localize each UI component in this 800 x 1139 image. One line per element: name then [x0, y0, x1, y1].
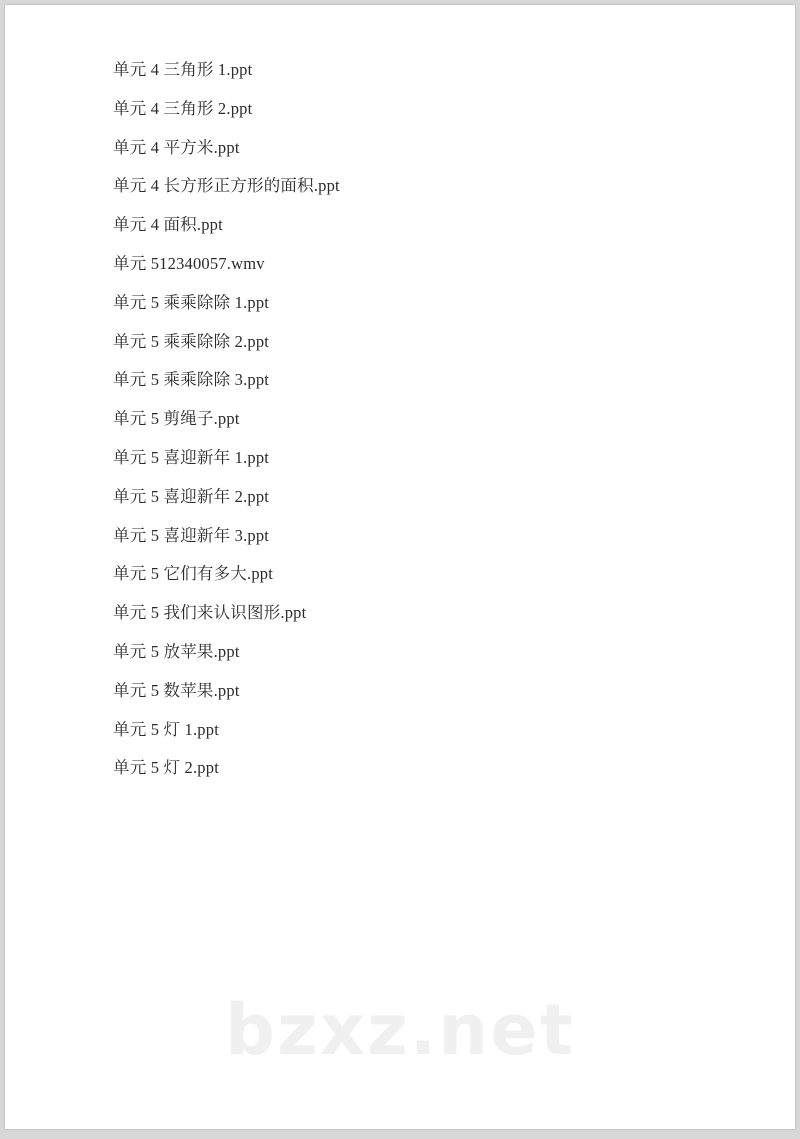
- list-item: 单元 4 三角形 2.ppt: [113, 98, 253, 118]
- list-item: 单元 5 喜迎新年 2.ppt: [113, 486, 270, 506]
- document-page: [5, 5, 795, 1129]
- list-item: 单元 5 数苹果.ppt: [113, 680, 240, 700]
- list-item: 单元 5 乘乘除除 1.ppt: [113, 292, 270, 312]
- list-item: 单元 5 我们来认识图形.ppt: [113, 603, 307, 623]
- list-item: 单元 5 剪绳子.ppt: [113, 409, 240, 429]
- list-item: 单元 5 灯 2.ppt: [113, 758, 219, 778]
- list-item: 单元 5 灯 1.ppt: [113, 719, 219, 739]
- list-item: 单元 5 乘乘除除 2.ppt: [113, 331, 270, 351]
- list-item: 单元 4 三角形 1.ppt: [113, 60, 253, 79]
- list-item: 单元 5 乘乘除除 3.ppt: [113, 370, 270, 390]
- list-item: 单元 4 平方米.ppt: [113, 137, 240, 157]
- list-item: 单元 5 喜迎新年 3.ppt: [113, 525, 270, 545]
- list-item: 单元 5 放苹果.ppt: [113, 641, 240, 661]
- file-list: [5, 51, 795, 788]
- list-item: 单元 512340057.wmv: [113, 253, 265, 273]
- list-item: 单元 4 面积.ppt: [113, 215, 223, 235]
- watermark: bzxz.net: [224, 989, 576, 1071]
- list-item: 单元 5 喜迎新年 1.ppt: [113, 447, 270, 467]
- list-item: 单元 4 长方形正方形的面积.ppt: [113, 176, 340, 196]
- list-item: 单元 5 它们有多大.ppt: [113, 564, 274, 584]
